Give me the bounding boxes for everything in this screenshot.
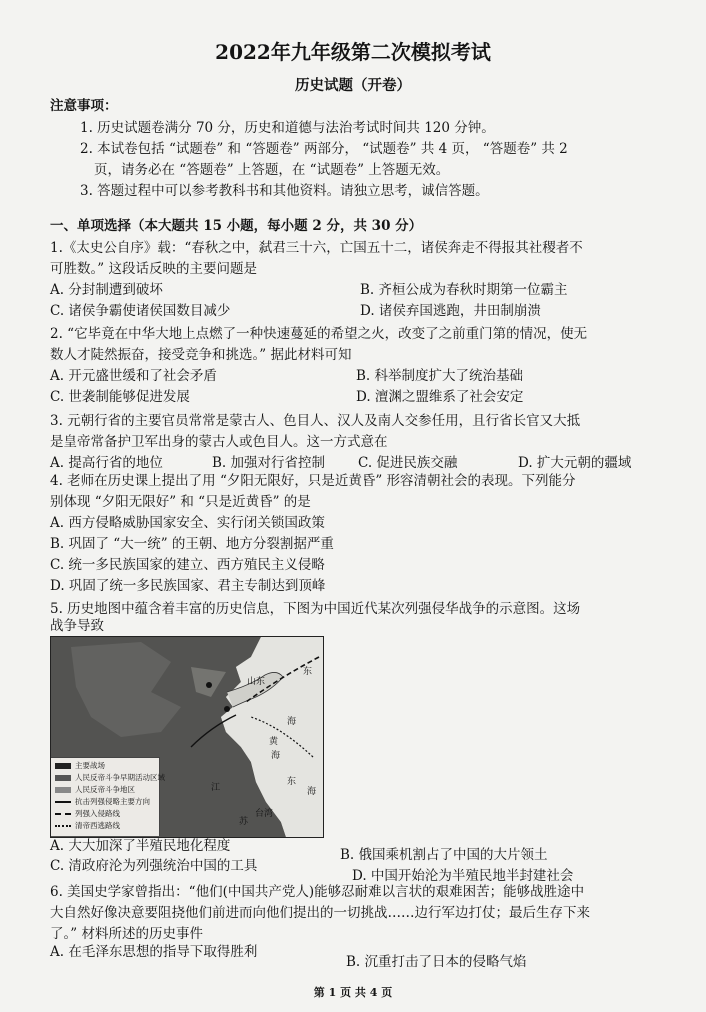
page-title: 2022年九年级第二次模拟考试 [215,40,491,64]
option-a: A. 在毛泽东思想的指导下取得胜利 [50,944,258,960]
option-d: D. 中国开始沦为半殖民地半封建社会 [352,868,574,884]
map-label: 东 [287,777,297,787]
question-stem: 战争导致 [50,618,104,634]
map-label: 山东 [247,677,266,687]
option-a: A. 大大加深了半殖民地化程度 [50,838,231,854]
question-stem: 是皇帝常备护卫军出身的蒙古人或色目人。这一方式意在 [50,434,388,450]
option-a: A. 提高行省的地位 [50,455,163,471]
page-footer: 第 1 页 共 4 页 [313,986,393,999]
option-c: C. 诸侯争霸使诸侯国数目减少 [50,303,231,319]
map-label: 海 [307,787,317,797]
option-b: B. 加强对行省控制 [212,455,326,471]
legend-item: 抗击列强侵略主要方向 [55,797,150,806]
map-label: 海 [271,751,281,761]
option-d: D. 巩固了统一多民族国家、君主专制达到顶峰 [50,578,326,594]
option-d: D. 诸侯弃国逃跑，井田制崩溃 [360,303,541,319]
legend-item: 人民反帝斗争地区 [55,785,135,794]
option-b: B. 科举制度扩大了统治基础 [356,368,524,384]
question-stem: 3. 元朝行省的主要官员常常是蒙古人、色目人、汉人及南人交参任用，且行省长官又大抵 [50,413,581,429]
page-subtitle: 历史试题（开卷） [295,77,411,94]
notice-item: 页，请务必在 “答题卷” 上答题，在 “试题卷” 上答题无效。 [94,162,450,178]
option-b: B. 齐桓公成为春秋时期第一位霸主 [360,282,568,298]
legend-item: 主要战场 [55,761,105,770]
legend-swatch [55,763,71,769]
legend-item: 清帝西逃路线 [55,821,120,830]
question-stem: 可胜数。” 这段话反映的主要问题是 [50,261,257,277]
legend-swatch [55,801,71,803]
legend-swatch [55,787,71,793]
option-a: A. 西方侵略威胁国家安全、实行闭关锁国政策 [50,515,325,531]
map-label: 苏 [239,817,249,827]
map-label: 黄 [269,737,279,747]
question-stem: 1.《太史公自序》载：“春秋之中，弑君三十六，亡国五十二，诸侯奔走不得报其社稷者不 [50,240,583,256]
legend-swatch [55,825,71,827]
legend-item: 列强入侵路线 [55,809,120,818]
map-legend [51,757,165,836]
legend-swatch [55,813,71,815]
question-stem: 数人才陡然振奋，接受竞争和挑选。” 据此材料可知 [50,347,352,363]
legend-swatch [55,775,71,781]
option-a: A. 开元盛世缓和了社会矛盾 [50,368,217,384]
option-c: C. 促进民族交融 [358,455,458,471]
question-stem: 2. “它毕竟在中华大地上点燃了一种快速蔓延的希望之火，改变了之前重门第的情况，使无 [50,326,588,342]
option-d: D. 扩大元朝的疆域 [518,455,632,471]
notice-item: 1. 历史试题卷满分 70 分，历史和道德与法治考试时间共 120 分钟。 [80,120,495,136]
option-a: A. 分封制遭到破坏 [50,282,163,298]
option-b: B. 俄国乘机割占了中国的大片领土 [340,847,548,863]
legend-item: 人民反帝斗争早期活动区域 [55,773,165,782]
option-b: B. 沉重打击了日本的侵略气焰 [346,954,527,970]
option-b: B. 巩固了 “大一统” 的王朝、地方分裂割据严重 [50,536,334,552]
map-label: 东 [303,667,313,677]
question-stem: 了。” 材料所述的历史事件 [50,926,203,942]
notice-item: 2. 本试卷包括 “试题卷” 和 “答题卷” 两部分， “试题卷” 共 4 页， “答题卷” 共 2 [80,141,568,157]
question-stem: 4. 老师在历史课上提出了用 “夕阳无限好，只是近黄昏” 形容清朝社会的表现。下列能分 [50,473,576,489]
question-stem: 别体现 “夕阳无限好” 和 “只是近黄昏” 的是 [50,494,311,510]
option-c: C. 清政府沦为列强统治中国的工具 [50,858,258,874]
notice-item: 3. 答题过程中可以参考教科书和其他资料。请独立思考，诚信答题。 [80,183,489,199]
option-c: C. 世袭制能够促进发展 [50,389,190,405]
map-label: 台湾 [255,809,274,819]
question-stem: 大自然好像决意要阻挠他们前进而向他们提出的一切挑战……边行军边打仗；最后生存下来 [50,905,590,921]
option-c: C. 统一多民族国家的建立、西方殖民主义侵略 [50,557,325,573]
map-label: 海 [287,717,297,727]
map-label: 江 [211,783,221,793]
option-d: D. 澶渊之盟维系了社会安定 [356,389,524,405]
question-stem: 5. 历史地图中蕴含着丰富的历史信息，下图为中国近代某次列强侵华战争的示意图。这场 [50,601,581,617]
section-heading: 一、单项选择（本大题共 15 小题，每小题 2 分，共 30 分） [50,218,423,234]
notice-heading: 注意事项： [50,98,118,114]
historical-map [50,636,324,838]
question-stem: 6. 美国史学家曾指出：“他们(中国共产党人)能够忍耐难以言状的艰难困苦；能够战胜途中 [50,884,585,900]
